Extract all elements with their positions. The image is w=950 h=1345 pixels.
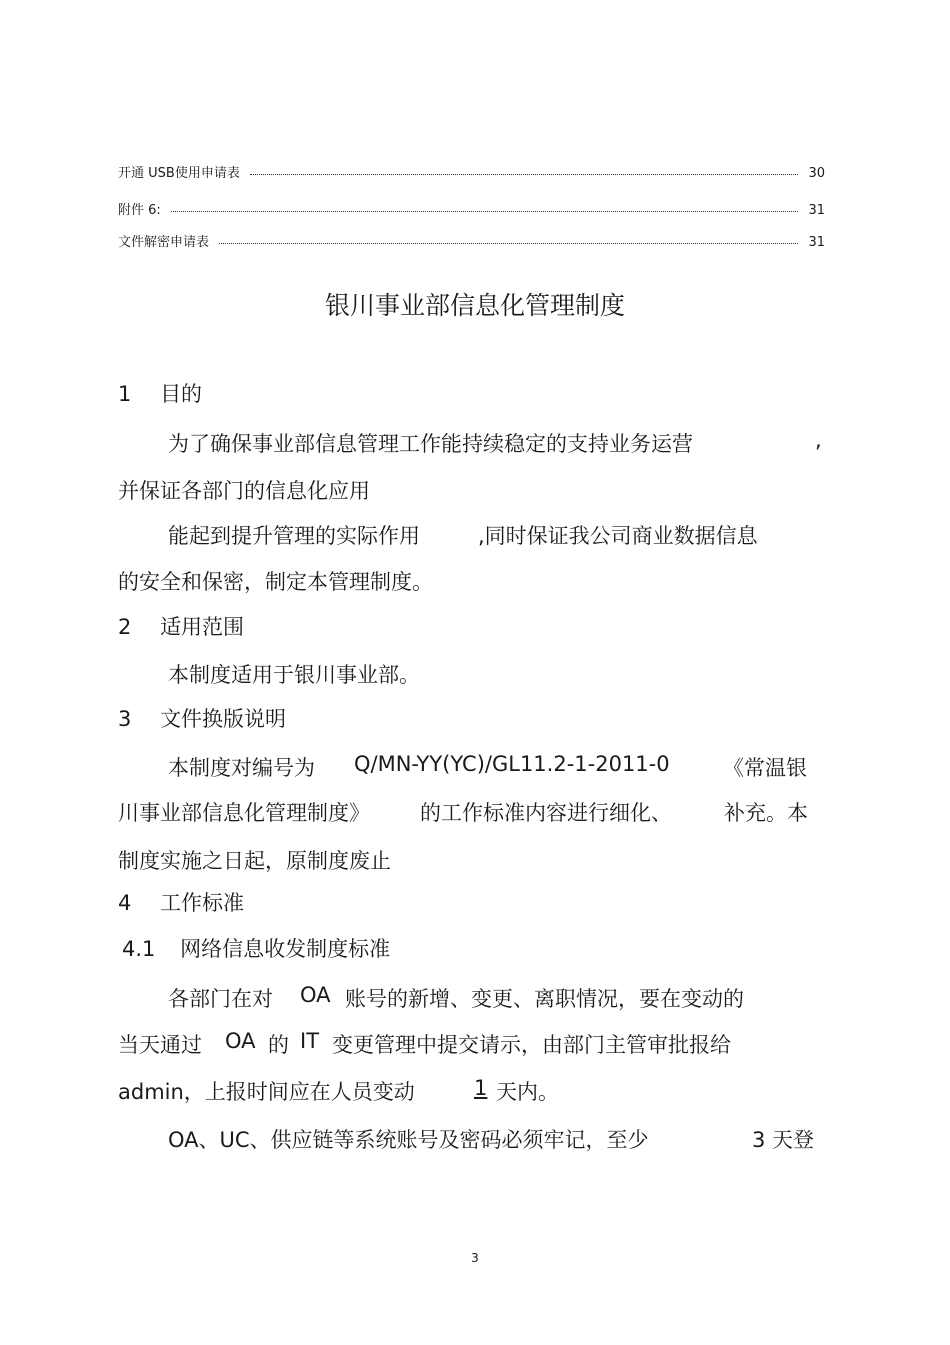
section-heading — [118, 887, 244, 917]
paragraph-line: OA、UC、供应链等系统账号及密码必须牢记，至少 — [168, 1128, 649, 1152]
toc-label: 开通 USB使用申请表 — [118, 166, 240, 181]
section-title: 适用范围 — [160, 615, 245, 639]
paragraph-line: 的工作标准内容进行细化、 — [420, 801, 672, 825]
toc-entry[interactable] — [118, 231, 825, 249]
section-heading — [118, 611, 244, 641]
toc-leader-dots — [219, 242, 798, 244]
paragraph-line: 本制度适用于银川事业部。 — [168, 663, 420, 687]
paragraph-line: 账号的新增、变更、离职情况，要在变动的 — [345, 987, 744, 1011]
paragraph-line: 并保证各部门的信息化应用 — [118, 479, 370, 503]
subsection-title: 网络信息收发制度标准 — [180, 937, 391, 961]
paragraph-line: 的 — [268, 1033, 289, 1057]
paragraph-line: 川事业部信息化管理制度》 — [118, 801, 370, 825]
paragraph-line: 为了确保事业部信息管理工作能持续稳定的支持业务运营 — [168, 432, 693, 456]
section-heading — [118, 703, 286, 733]
paragraph-line: 各部门在对 — [168, 987, 273, 1011]
paragraph-line: 变更管理中提交请示，由部门主管审批报给 — [332, 1033, 731, 1057]
paragraph-line: 天内。 — [496, 1080, 559, 1104]
toc-page-number: 31 — [808, 203, 825, 218]
paragraph-line: 3 天登 — [752, 1128, 815, 1152]
paragraph-term: IT — [300, 1029, 320, 1053]
section-title: 文件换版说明 — [160, 707, 287, 731]
document-code: Q/MN-YY(YC)/GL11.2-1-2011-0 — [354, 752, 670, 776]
section-number: 2 — [118, 615, 132, 639]
paragraph-line: 制度实施之日起，原制度废止 — [118, 849, 391, 873]
paragraph-term: OA — [300, 983, 331, 1007]
paragraph-line: 《常温银 — [723, 756, 807, 780]
section-number: 1 — [118, 382, 132, 406]
toc-entry[interactable] — [118, 162, 825, 180]
toc-page-number: 31 — [808, 235, 825, 250]
subsection-number: 4.1 — [122, 937, 156, 961]
toc-label: 文件解密申请表 — [118, 235, 210, 250]
paragraph-punct: , — [815, 428, 822, 452]
page-number: 3 — [471, 1251, 479, 1265]
toc-leader-dots — [250, 173, 799, 175]
paragraph-line: 能起到提升管理的实际作用 — [168, 524, 420, 548]
paragraph-line: 本制度对编号为 — [168, 756, 315, 780]
paragraph-line: 的安全和保密，制定本管理制度。 — [118, 570, 433, 594]
section-title: 目的 — [160, 382, 203, 406]
underlined-value: 1 — [474, 1076, 488, 1100]
toc-entry[interactable] — [118, 199, 825, 217]
paragraph-line: 补充。本 — [724, 801, 808, 825]
toc-label: 附件 6: — [118, 203, 161, 218]
toc-leader-dots — [171, 210, 799, 212]
paragraph-line: admin，上报时间应在人员变动 — [118, 1080, 415, 1104]
paragraph-line: ,同时保证我公司商业数据信息 — [478, 524, 758, 548]
paragraph-line: 当天通过 — [118, 1033, 202, 1057]
paragraph-term: OA — [225, 1029, 256, 1053]
section-title: 工作标准 — [160, 891, 245, 915]
document-title: 银川事业部信息化管理制度 — [324, 291, 625, 320]
section-number: 3 — [118, 707, 132, 731]
section-heading — [118, 378, 202, 408]
subsection-heading — [122, 933, 390, 963]
toc-page-number: 30 — [808, 166, 825, 181]
section-number: 4 — [118, 891, 132, 915]
